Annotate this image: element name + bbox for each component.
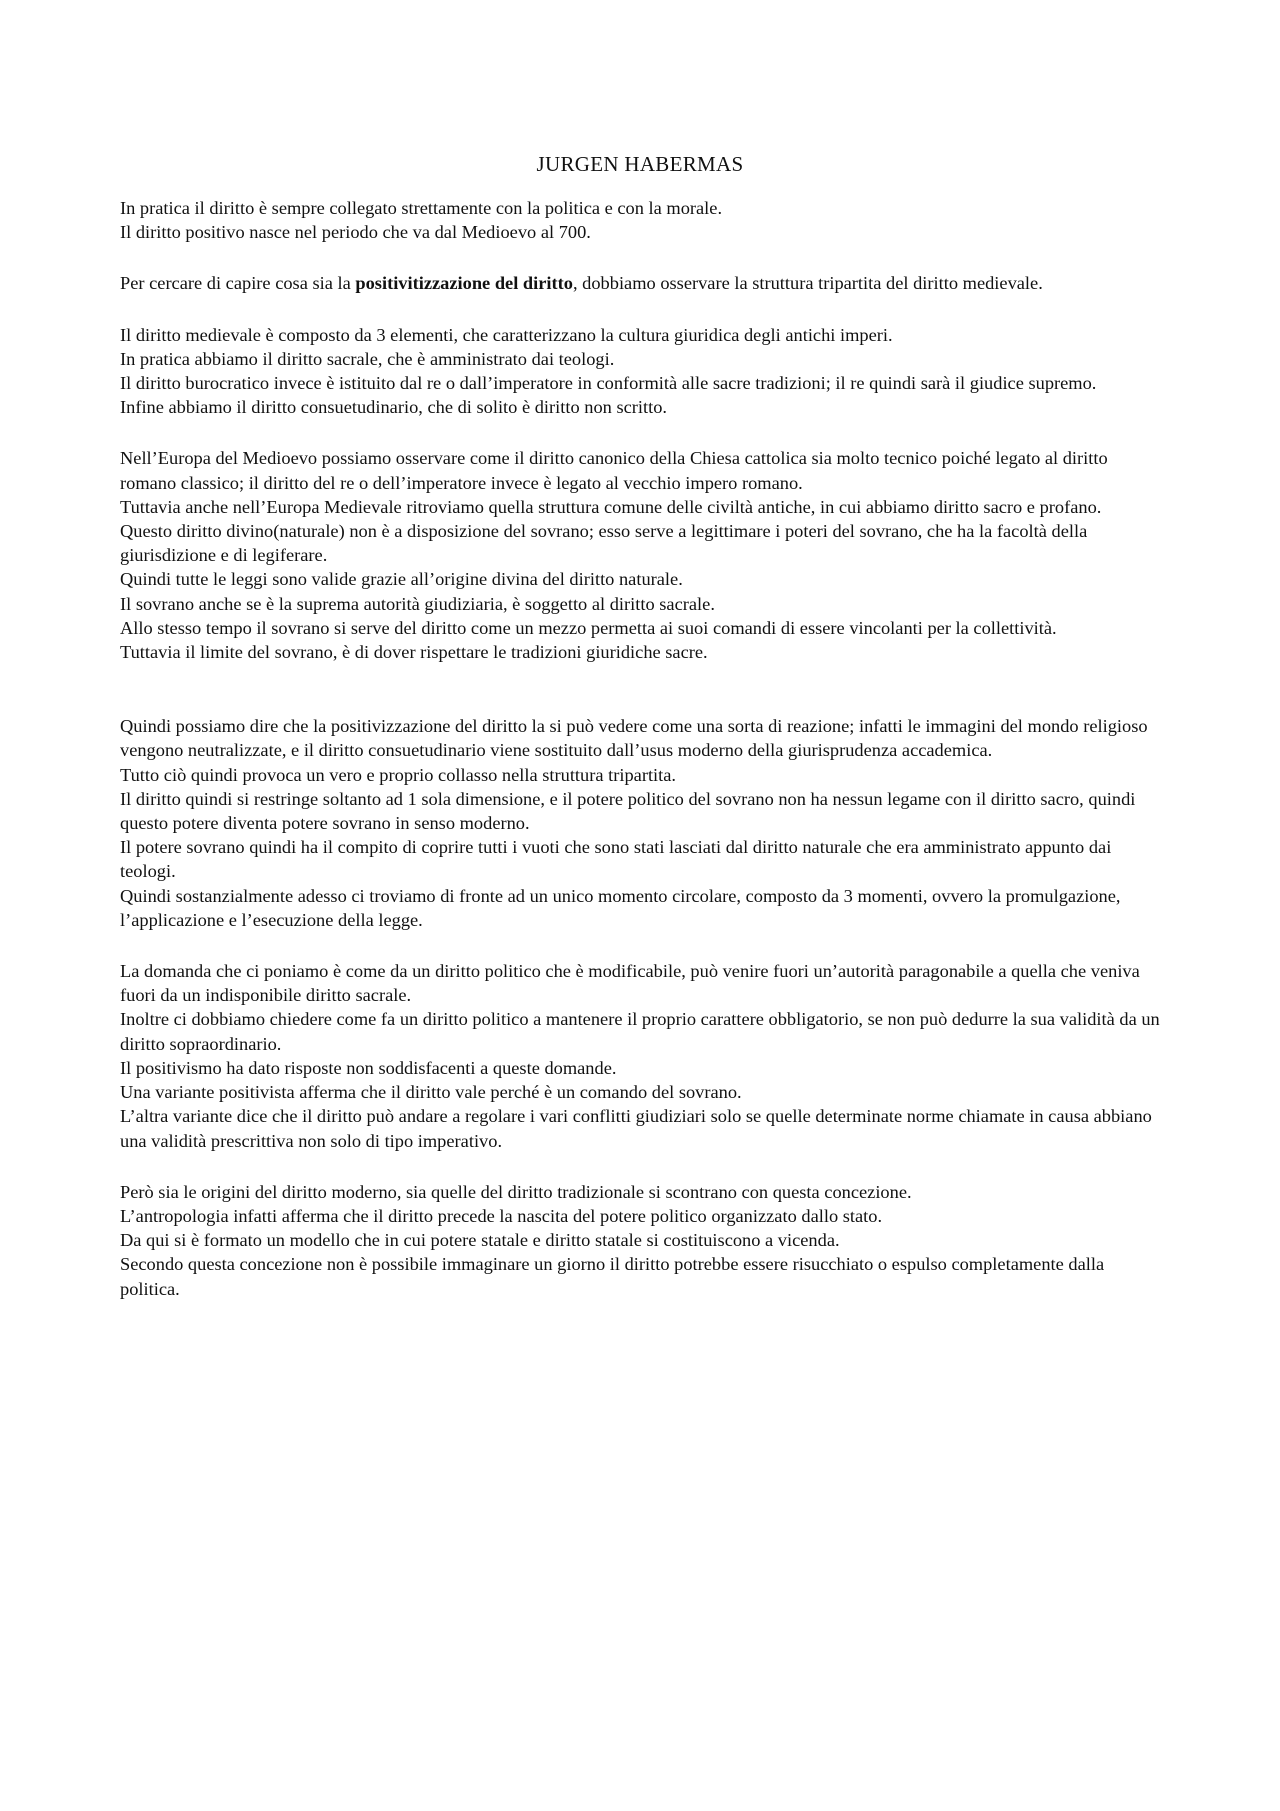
paragraph-5 — [120, 714, 1160, 932]
paragraph-gap — [120, 419, 1160, 446]
paragraph-gap — [120, 244, 1160, 271]
text-outro: , dobbiamo osservare la struttura tripartita del diritto medievale. — [572, 273, 1043, 294]
document-title: JURGEN HABERMAS — [536, 152, 744, 176]
text-line: Secondo questa concezione non è possibile immaginare un giorno il diritto potrebbe essere risucchiato o espulso completamente dalla politica. — [120, 1254, 1105, 1299]
text-line: Una variante positivista afferma che il diritto vale perché è un comando del sovrano. — [120, 1082, 742, 1103]
text-line: Tuttavia anche nell’Europa Medievale ritroviamo quella struttura comune delle civiltà antiche, in cui abbiamo diritto sacro e profano. — [120, 496, 1102, 517]
text-line: Il diritto burocratico invece è istituito dal re o dall’imperatore in conformità alle sacre tradizioni; il re quindi sarà il giudice supremo. — [120, 373, 1097, 394]
paragraph-6 — [120, 959, 1160, 1153]
paragraph-gap — [120, 1153, 1160, 1180]
text-line: Da qui si è formato un modello che in cui potere statale e diritto statale si costituiscono a vicenda. — [120, 1230, 840, 1251]
text-line: Questo diritto divino(naturale) non è a disposizione del sovrano; esso serve a legittimare i poteri del sovrano, che ha la facoltà della giurisdizione e di legiferare. — [120, 521, 1088, 566]
text-line: Il diritto medievale è composto da 3 elementi, che caratterizzano la cultura giuridica degli antichi imperi. — [120, 324, 893, 345]
text-line: Quindi sostanzialmente adesso ci troviamo di fronte ad un unico momento circolare, composto da 3 momenti, ovvero la promulgazione, l’applicazione e l’esecuzione della legge. — [120, 885, 1121, 930]
paragraph-4 — [120, 446, 1160, 664]
text-line: Nell’Europa del Medioevo possiamo osservare come il diritto canonico della Chiesa cattolica sia molto tecnico poiché legato al diritto romano classico; il diritto del re o dell’imperatore invece è legato al vecchio impero romano. — [120, 448, 1108, 493]
paragraph-2 — [120, 271, 1160, 295]
text-line: Il potere sovrano quindi ha il compito di coprire tutti i vuoti che sono stati lasciati dal diritto naturale che era amministrato appunto dai teologi. — [120, 837, 1112, 882]
paragraph-gap — [120, 296, 1160, 323]
text-intro: Per cercare di capire cosa sia la — [120, 273, 356, 294]
paragraph-3 — [120, 323, 1160, 420]
text-line: Il diritto positivo nasce nel periodo che va dal Medioevo al 700. — [120, 222, 591, 243]
paragraph-gap — [120, 932, 1160, 959]
text-line: La domanda che ci poniamo è come da un diritto politico che è modificabile, può venire fuori un’autorità paragonabile a quella che veniva fuori da un indisponibile diritto sacrale. — [120, 961, 1140, 1006]
text-line: Il sovrano anche se è la suprema autorità giudiziaria, è soggetto al diritto sacrale. — [120, 593, 715, 614]
text-line: Infine abbiamo il diritto consuetudinario, che di solito è diritto non scritto. — [120, 397, 668, 418]
text-line: Il positivismo ha dato risposte non soddisfacenti a queste domande. — [120, 1057, 617, 1078]
text-line: Quindi possiamo dire che la positivizzazione del diritto la si può vedere come una sorta di reazione; infatti le immagini del mondo religioso vengono neutralizzate, e il diritto consuetudinario viene sostituito dall’usus moderno della giurisprudenza accademica. — [120, 716, 1148, 761]
text-line: Allo stesso tempo il sovrano si serve del diritto come un mezzo permetta ai suoi comandi di essere vincolanti per la collettività. — [120, 617, 1057, 638]
text-line: Il diritto quindi si restringe soltanto ad 1 sola dimensione, e il potere politico del sovrano non ha nessun legame con il diritto sacro, quindi questo potere diventa potere sovrano in senso moderno. — [120, 788, 1136, 834]
text-line: In pratica abbiamo il diritto sacrale, che è amministrato dai teologi. — [120, 348, 615, 369]
bold-term: positivitizzazione del diritto — [355, 273, 573, 294]
text-line: Inoltre ci dobbiamo chiedere come fa un diritto politico a mantenere il proprio carattere obbligatorio, se non può dedurre la sua validità da un diritto sopraordinario. — [120, 1009, 1160, 1054]
paragraph-1 — [120, 196, 1160, 244]
text-line: Tutto ciò quindi provoca un vero e proprio collasso nella struttura tripartita. — [120, 764, 677, 785]
text-line: Tuttavia il limite del sovrano, è di dover rispettare le tradizioni giuridiche sacre. — [120, 642, 708, 663]
text-line: L’antropologia infatti afferma che il diritto precede la nascita del potere politico organizzato dallo stato. — [120, 1205, 883, 1226]
text-line: In pratica il diritto è sempre collegato strettamente con la politica e con la morale. — [120, 198, 723, 218]
text-line: L’altra variante dice che il diritto può andare a regolare i vari conflitti giudiziari solo se quelle determinate norme chiamate in causa abbiano una validità prescrittiva non solo di tipo imperativo. — [120, 1106, 1152, 1151]
text-line: Quindi tutte le leggi sono valide grazie all’origine divina del diritto naturale. — [120, 569, 683, 590]
paragraph-gap — [120, 664, 1160, 714]
text-line: Però sia le origini del diritto moderno, sia quelle del diritto tradizionale si scontrano con questa concezione. — [120, 1181, 912, 1202]
paragraph-7 — [120, 1180, 1160, 1301]
